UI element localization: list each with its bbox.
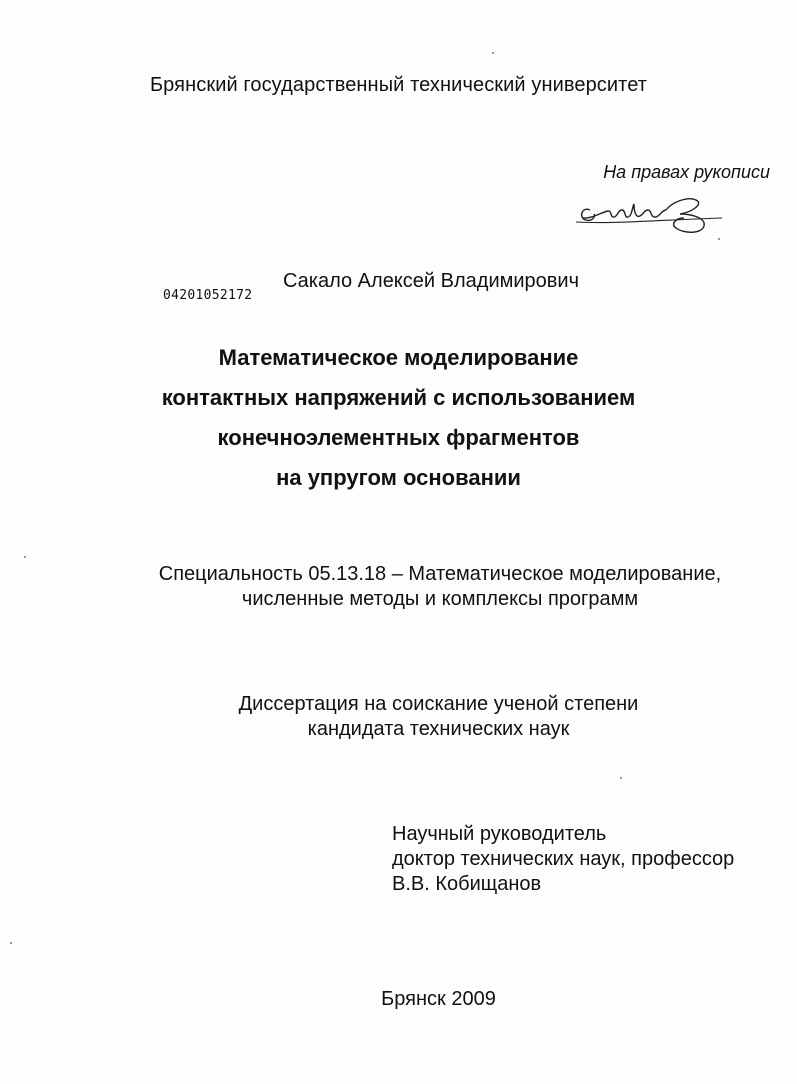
scan-speck xyxy=(620,777,622,779)
handwritten-signature xyxy=(572,188,732,240)
supervisor-name: В.В. Кобищанов xyxy=(392,873,542,895)
author-name: Сакало Алексей Владимирович xyxy=(283,270,579,292)
supervisor-degree: доктор технических наук, профессор xyxy=(392,848,735,870)
title-line: контактных напряжений с использованием xyxy=(161,385,636,410)
registration-number: 04201052172 xyxy=(163,288,253,303)
city-year: Брянск 2009 xyxy=(381,988,496,1010)
specialty-line: численные методы и комплексы программ xyxy=(241,588,639,610)
supervisor-role: Научный руководитель xyxy=(392,823,607,845)
degree-line: Диссертация на соискание ученой степени xyxy=(238,693,639,715)
manuscript-rights-note: На правах рукописи xyxy=(603,162,770,182)
title-line: конечноэлементных фрагментов xyxy=(217,425,580,450)
university-name: Брянский государственный технический университет xyxy=(149,74,648,96)
dissertation-title xyxy=(0,338,797,498)
dissertation-degree-block xyxy=(0,692,797,742)
scan-speck xyxy=(718,238,720,240)
scan-speck xyxy=(24,556,26,558)
scan-speck xyxy=(492,52,494,54)
supervisor-block xyxy=(392,822,734,897)
title-line: на упругом основании xyxy=(276,465,521,490)
specialty-block xyxy=(0,562,797,612)
title-line: Математическое моделирование xyxy=(218,345,579,370)
degree-line: кандидата технических наук xyxy=(307,718,570,740)
specialty-line: Специальность 05.13.18 – Математическое моделирование, xyxy=(158,563,722,585)
scan-speck xyxy=(10,942,12,944)
